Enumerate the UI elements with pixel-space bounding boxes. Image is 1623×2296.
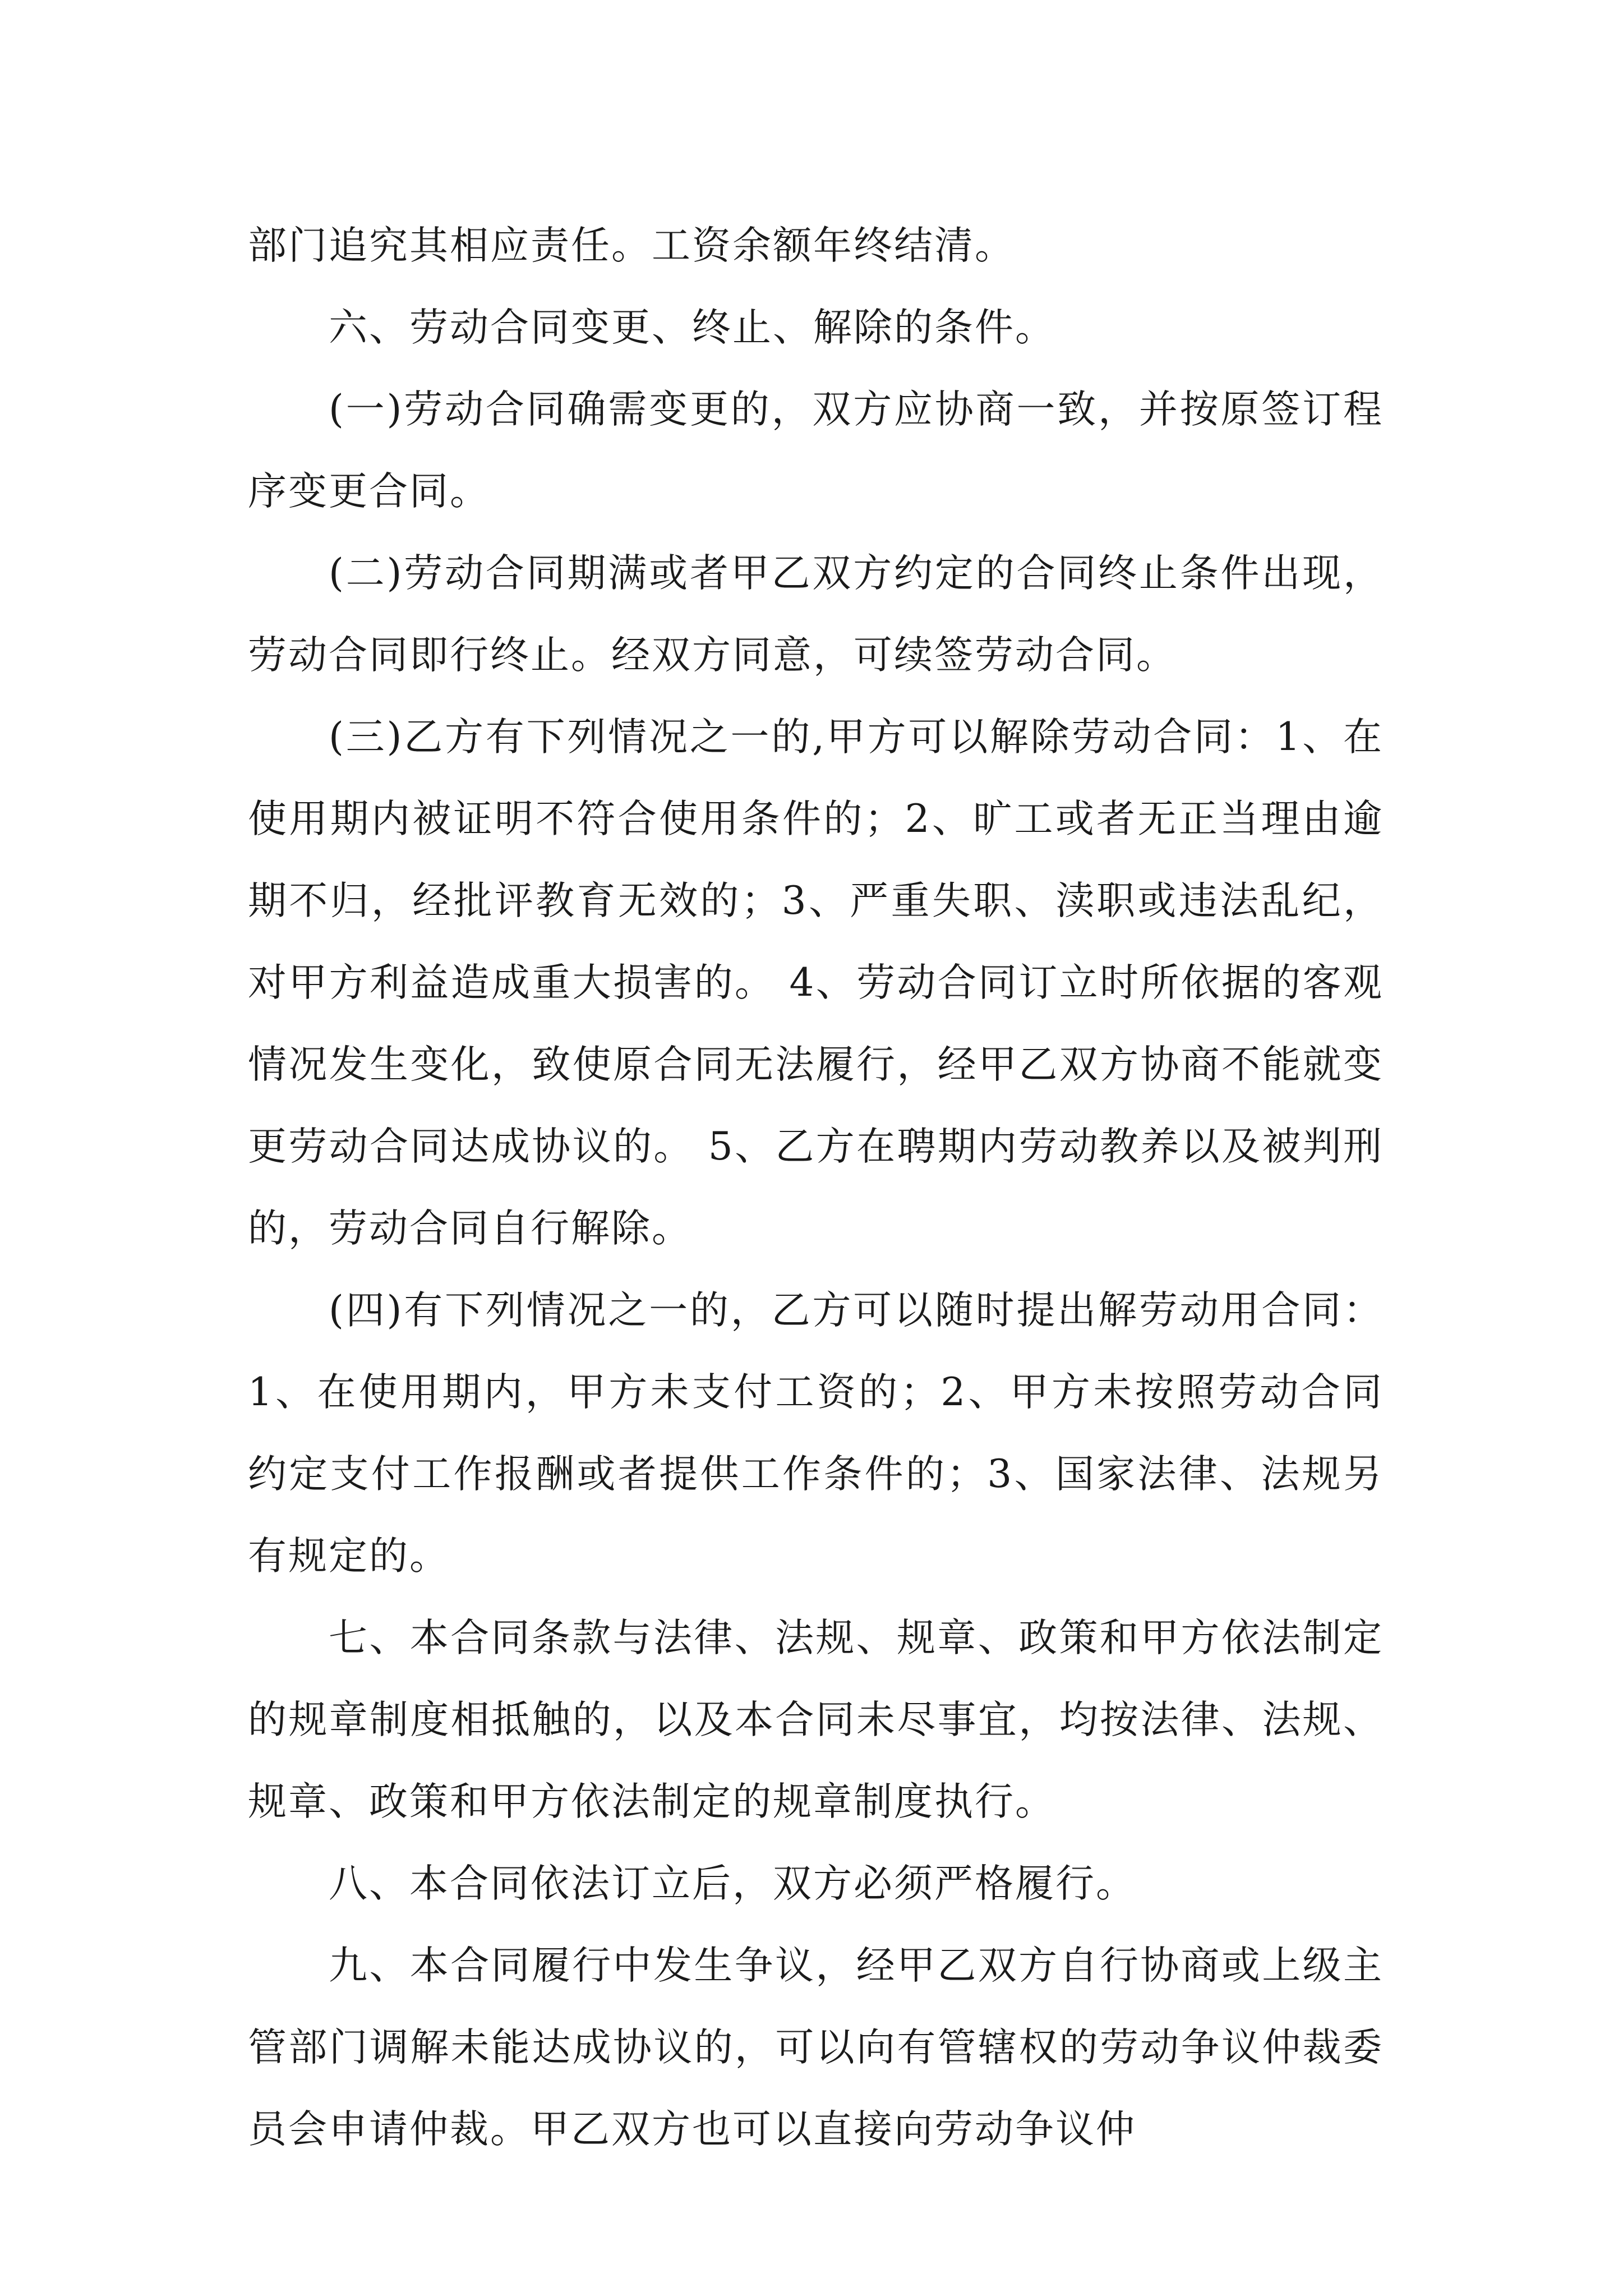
paragraph-clause-three: (三)乙方有下列情况之一的,甲方可以解除劳动合同：1、在使用期内被证明不符合使用条件的；2、旷工或者无正当理由逾期不归，经批评教育无效的；3、严重失职、渎职或违法乱纪，对甲方利益造成重大损害的。 4、劳动合同订立时所依据的客观情况发生变化，致使原合同无法履行，经甲乙双方协商不能就变更劳动合同达成协议的。 5、乙方在聘期内劳动教养以及被判刑的，劳动合同自行解除。 — [248, 715, 1384, 1251]
paragraph-section-seven: 七、本合同条款与法律、法规、规章、政策和甲方依法制定的规章制度相抵触的，以及本合同未尽事宜，均按法律、法规、规章、政策和甲方依法制定的规章制度执行。 — [248, 1616, 1384, 1824]
paragraph-clause-four: (四)有下列情况之一的，乙方可以随时提出解劳动用合同： 1、在使用期内，甲方未支付工资的；2、甲方未按照劳动合同约定支付工作报酬或者提供工作条件的；3、国家法律、法规另有规定的。 — [248, 1288, 1384, 1579]
paragraph-continued: 部门追究其相应责任。工资余额年终结清。 — [248, 223, 1015, 268]
paragraph-section-six: 六、劳动合同变更、终止、解除的条件。 — [329, 305, 1055, 350]
paragraph-clause-one: (一)劳动合同确需变更的，双方应协商一致，并按原签订程序变更合同。 — [248, 387, 1384, 514]
paragraph-clause-two: (二)劳动合同期满或者甲乙双方约定的合同终止条件出现，劳动合同即行终止。经双方同意，可续签劳动合同。 — [248, 551, 1384, 678]
paragraph-section-eight: 八、本合同依法订立后，双方必须严格履行。 — [329, 1861, 1136, 1906]
document-body — [248, 205, 1384, 2170]
paragraph-section-nine: 九、本合同履行中发生争议，经甲乙双方自行协商或上级主管部门调解未能达成协议的，可以向有管辖权的劳动争议仲裁委员会申请仲裁。甲乙双方也可以直接向劳动争议仲 — [248, 1943, 1384, 2152]
